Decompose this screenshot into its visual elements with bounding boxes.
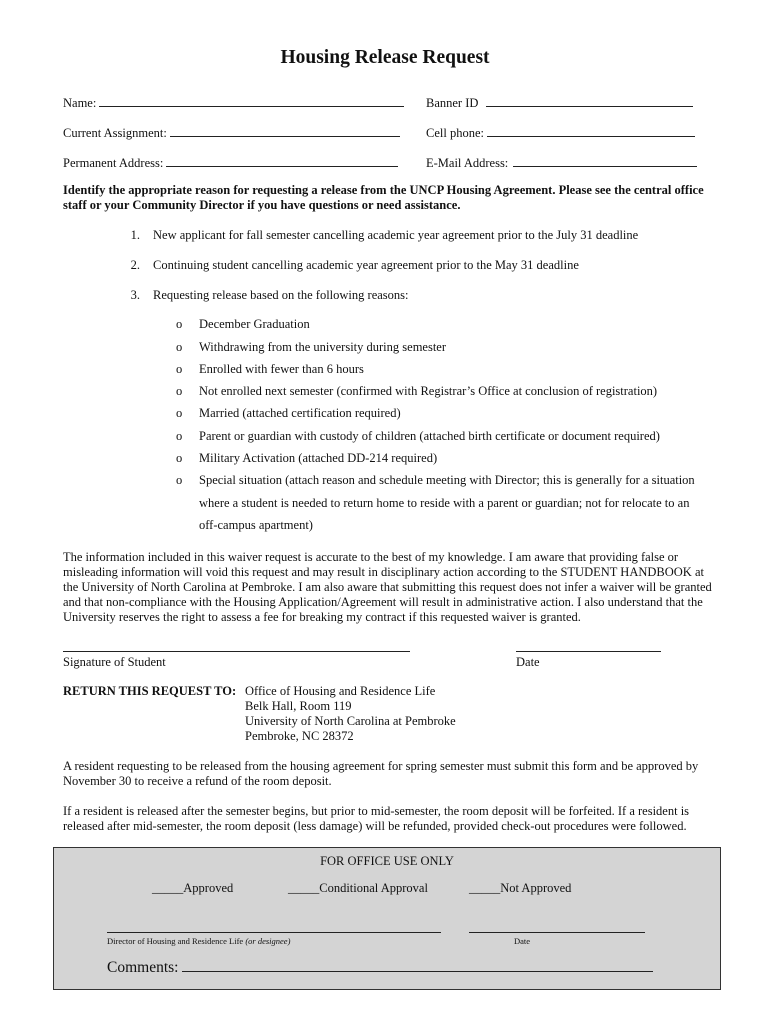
email-input-line[interactable] [513,154,697,167]
sub-reason-continuation: off-campus apartment) [199,518,313,532]
date-label: Date [516,655,540,669]
approved-option[interactable]: _____Approved [152,881,234,895]
date-line[interactable] [516,651,661,652]
current-assignment-label: Current Assignment: [63,126,167,140]
signature-label: Signature of Student [63,655,166,669]
reason-text: New applicant for fall semester cancelling academic year agreement prior to the July 31 deadline [153,228,639,242]
comments-label: Comments: [107,959,179,976]
permanent-address-field [63,154,398,171]
name-label: Name: [63,96,97,110]
comments-input-line[interactable] [182,957,653,972]
email-field [426,154,697,171]
director-label [107,936,290,947]
director-designee-text: (or designee) [245,936,291,946]
permanent-address-label: Permanent Address: [63,156,164,170]
director-label-text: Director of Housing and Residence Life [107,936,244,946]
return-address-line: University of North Carolina at Pembroke [245,714,456,728]
bullet-icon: o [176,406,183,420]
office-use-box [53,847,721,990]
current-assignment-field [63,124,400,141]
director-signature-line[interactable] [107,932,441,933]
sub-reason-item: Married (attached certification required) [199,406,401,420]
sub-reason-item: Withdrawing from the university during semester [199,340,447,354]
email-label: E-Mail Address: [426,156,509,170]
return-label: RETURN THIS REQUEST TO: [63,684,237,698]
reason-number: 2. [130,258,140,272]
spring-note: A resident requesting to be released from the housing agreement for spring semester must submit this form and be approved by November 30 to receive a refund of the room deposit. [63,759,699,788]
office-use-heading: FOR OFFICE USE ONLY [320,854,454,868]
statement-text: The information included in this waiver request is accurate to the best of my knowledge. I am aware that providing false or misleading information will void this request and may result in disciplinary action according to the STUDENT HANDBOOK at the University of North Carolina at Pembroke. I am also aware that submitting this request does not infer a waiver will be granted and that non-compliance with the Housing Application/Agreement will result in administrative action. I also understand that the University reserves the right to assess a fee for breaking my contract if this requested waiver is granted. [63,550,712,624]
midsemester-note: If a resident is released after the semester begins, but prior to mid-semester, the room deposit will be forfeited. If a resident is released after mid-semester, the room deposit (less damage) will be refunded, provided check-out procedures were followed. [63,804,690,833]
bullet-icon: o [176,362,183,376]
return-address-line: Pembroke, NC 28372 [245,729,354,743]
signature-line[interactable] [63,651,410,652]
return-address-line: Office of Housing and Residence Life [245,684,436,698]
bullet-icon: o [176,451,183,465]
reason-number: 3. [130,288,140,302]
bullet-icon: o [176,340,183,354]
return-label-text: RETURN THIS REQUEST TO [63,684,232,698]
name-field [63,94,404,111]
reason-text: Requesting release based on the following reasons: [153,288,409,302]
bullet-icon: o [176,384,183,398]
office-date-line[interactable] [469,932,645,933]
reason-text: Continuing student cancelling academic year agreement prior to the May 31 deadline [153,258,579,272]
banner-id-input-line[interactable] [486,94,693,107]
cell-phone-field [426,124,695,141]
current-assignment-input-line[interactable] [170,124,400,137]
instructions-text: Identify the appropriate reason for requesting a release from the UNCP Housing Agreement. Please see the central office staff or your Community Director if you have questions or need assistance. [63,183,704,212]
banner-id-label: Banner ID [426,96,479,110]
bullet-icon: o [176,317,183,331]
sub-reason-item: Enrolled with fewer than 6 hours [199,362,364,376]
sub-reason-item: Military Activation (attached DD-214 required) [199,451,438,465]
sub-reason-item: Not enrolled next semester (confirmed with Registrar’s Office at conclusion of registration) [199,384,658,398]
sub-reason-item: Special situation (attach reason and schedule meeting with Director; this is generally for a situation [199,473,695,487]
sub-reason-continuation: where a student is needed to return home to reside with a parent or guardian; not for relocate to an [199,496,690,510]
bullet-icon: o [176,429,183,443]
name-input-line[interactable] [99,94,404,107]
permanent-address-input-line[interactable] [166,154,398,167]
return-address-line: Belk Hall, Room 119 [245,699,352,713]
sub-reason-item: Parent or guardian with custody of children (attached birth certificate or document required) [199,429,660,443]
sub-reason-item: December Graduation [199,317,310,331]
comments-field [107,957,653,977]
page-title: Housing Release Request [280,47,490,68]
conditional-approval-option[interactable]: _____Conditional Approval [288,881,428,895]
cell-phone-input-line[interactable] [487,124,695,137]
reason-number: 1. [130,228,140,242]
cell-phone-label: Cell phone: [426,126,484,140]
office-date-label: Date [514,936,531,946]
not-approved-option[interactable]: _____Not Approved [469,881,572,895]
banner-id-field [426,94,693,111]
bullet-icon: o [176,473,183,487]
